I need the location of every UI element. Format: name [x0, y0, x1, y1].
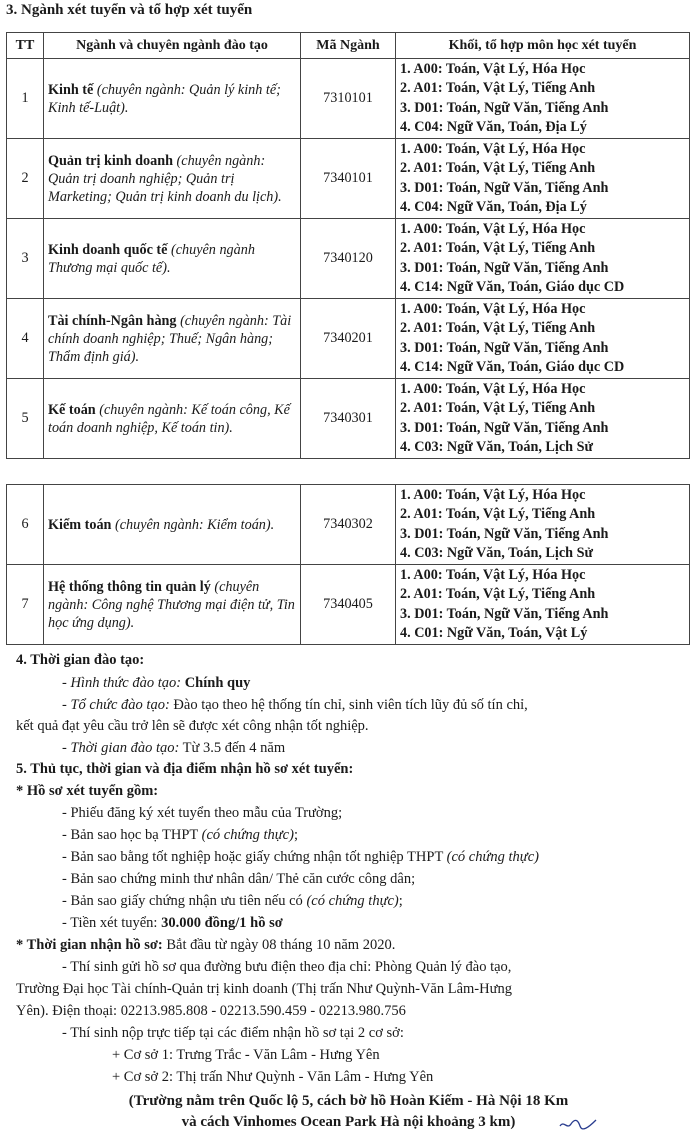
thoi-gian-value: Từ 3.5 đến 4 năm: [179, 740, 286, 756]
item-text: - Bản sao học bạ THPT: [62, 827, 202, 843]
combination-item: 4. C04: Ngữ Văn, Toán, Địa Lý: [400, 119, 587, 135]
combination-item: 3. D01: Toán, Ngữ Văn, Tiếng Anh: [400, 179, 609, 196]
major-specializations: (chuyên ngành Thương mại quốc tế).: [48, 241, 255, 276]
row-number: 2: [7, 139, 44, 219]
to-chuc-value: Đào tạo theo hệ thống tín chỉ, sinh viên tích lũy đủ số tín chỉ,: [169, 697, 528, 713]
combination-item: 2. A01: Toán, Vật Lý, Tiếng Anh: [400, 240, 596, 256]
row-number: 3: [7, 219, 44, 299]
major-name: Hệ thống thông tin quản lý: [48, 578, 211, 595]
major-specializations: (chuyên ngành: Kế toán công, Kế toán doanh nghiệp, Kế toán tin).: [48, 401, 290, 436]
major-cell: [44, 485, 301, 565]
major-cell: [44, 59, 301, 139]
to-chuc-line: [62, 697, 528, 714]
item-text: - Bản sao giấy chứng nhận ưu tiên nếu có: [62, 893, 307, 909]
thoi-gian-nhan-label: * Thời gian nhận hồ sơ:: [16, 937, 163, 953]
post-line: Yên). Điện thoại: 02213.985.808 - 02213.590.459 - 02213.980.756: [16, 1003, 406, 1019]
combinations-cell: [396, 379, 690, 459]
table-row: [7, 219, 690, 299]
major-name: Quản trị kinh doanh: [48, 152, 173, 169]
ho-so-item: [62, 915, 283, 932]
combination-item: 4. C14: Ngữ Văn, Toán, Giáo dục CD: [400, 279, 625, 295]
combinations-cell: [396, 139, 690, 219]
combination-item: 3. D01: Toán, Ngữ Văn, Tiếng Anh: [400, 259, 609, 276]
major-code: 7340120: [301, 219, 396, 299]
item-note: (có chứng thực): [446, 849, 539, 865]
combination-item: 2. A01: Toán, Vật Lý, Tiếng Anh: [400, 506, 596, 522]
combination-item: 4. C14: Ngữ Văn, Toán, Giáo dục CD: [400, 359, 625, 375]
combination-item: 1. A00: Toán, Vật Lý, Hóa Học: [400, 486, 586, 503]
direct-line: - Thí sinh nộp trực tiếp tại các điểm nhận hồ sơ tại 2 cơ sở:: [62, 1025, 404, 1041]
header-tt: TT: [7, 33, 44, 59]
row-number: 6: [7, 485, 44, 565]
combination-item: 3. D01: Toán, Ngữ Văn, Tiếng Anh: [400, 99, 609, 116]
combination-item: 1. A00: Toán, Vật Lý, Hóa Học: [400, 380, 586, 397]
table-row: [7, 299, 690, 379]
post-line: - Thí sinh gửi hồ sơ qua đường bưu điện theo địa chỉ: Phòng Quản lý đào tạo,: [62, 959, 512, 975]
to-chuc-label: - Tổ chức đào tạo:: [62, 697, 170, 713]
major-code: 7310101: [301, 59, 396, 139]
item-punct: ;: [398, 893, 403, 909]
section-3-title: 3. Ngành xét tuyển và tổ hợp xét tuyển: [6, 2, 253, 18]
table-row: [7, 59, 690, 139]
item-punct: ;: [293, 827, 298, 843]
combinations-cell: [396, 485, 690, 565]
post-line: Trường Đại học Tài chính-Quản trị kinh doanh (Thị trấn Như Quỳnh-Văn Lâm-Hưng: [16, 981, 512, 997]
major-specializations: (chuyên ngành: Quản lý kinh tế; Kinh tế-Luật).: [48, 81, 281, 116]
table-row: [7, 485, 690, 565]
header-nganh: Ngành và chuyên ngành đào tạo: [44, 33, 301, 59]
combination-item: 4. C01: Ngữ Văn, Toán, Vật Lý: [400, 625, 588, 641]
header-khoi: Khối, tổ hợp môn học xét tuyển: [396, 33, 690, 59]
major-code: 7340301: [301, 379, 396, 459]
major-name: Tài chính-Ngân hàng: [48, 312, 177, 329]
major-cell: [44, 219, 301, 299]
combination-item: 1. A00: Toán, Vật Lý, Hóa Học: [400, 300, 586, 317]
fee-value: 30.000 đồng/1 hồ sơ: [161, 915, 283, 931]
major-cell: [44, 565, 301, 645]
major-name: Kinh doanh quốc tế: [48, 241, 168, 258]
major-cell: [44, 299, 301, 379]
majors-table: [6, 32, 690, 459]
major-specializations: (chuyên ngành: Quản trị doanh nghiệp; Quản trị Marketing; Quản trị kinh doanh du lịch).: [48, 152, 282, 205]
major-code: 7340201: [301, 299, 396, 379]
table-row: [7, 139, 690, 219]
major-name: Kiểm toán: [48, 516, 112, 533]
major-specializations: (chuyên ngành: Công nghệ Thương mại điện tử, Tin học ứng dụng).: [48, 578, 295, 631]
ho-so-item: - Bản sao chứng minh thư nhân dân/ Thẻ căn cước công dân;: [62, 871, 416, 887]
combination-item: 4. C03: Ngữ Văn, Toán, Lịch Sử: [400, 545, 593, 561]
header-ma-nganh: Mã Ngành: [301, 33, 396, 59]
to-chuc-continued: kết quả đạt yêu cầu trở lên sẽ được xét công nhận tốt nghiệp.: [16, 718, 369, 734]
major-specializations: (chuyên ngành: Tài chính doanh nghiệp; Thuế; Ngân hàng; Thẩm định giá).: [48, 312, 292, 365]
row-number: 5: [7, 379, 44, 459]
combination-item: 3. D01: Toán, Ngữ Văn, Tiếng Anh: [400, 605, 609, 622]
footer-line-2: và cách Vinhomes Ocean Park Hà nội khoảng 3 km): [181, 1114, 516, 1130]
hinh-thuc-label: - Hình thức đào tạo:: [62, 675, 182, 691]
combinations-cell: [396, 219, 690, 299]
combination-item: 3. D01: Toán, Ngữ Văn, Tiếng Anh: [400, 525, 609, 542]
campus-1: + Cơ sở 1: Trưng Trắc - Văn Lâm - Hưng Yên: [112, 1047, 380, 1063]
table-row: [7, 379, 690, 459]
item-note: (có chứng thực): [201, 827, 294, 843]
combination-item: 1. A00: Toán, Vật Lý, Hóa Học: [400, 566, 586, 583]
ho-so-item: [62, 849, 539, 866]
majors-table-continued: [6, 484, 690, 645]
combination-item: 2. A01: Toán, Vật Lý, Tiếng Anh: [400, 320, 596, 336]
major-code: 7340302: [301, 485, 396, 565]
combination-item: 1. A00: Toán, Vật Lý, Hóa Học: [400, 60, 586, 77]
row-number: 1: [7, 59, 44, 139]
combination-item: 4. C03: Ngữ Văn, Toán, Lịch Sử: [400, 439, 593, 455]
combination-item: 1. A00: Toán, Vật Lý, Hóa Học: [400, 220, 586, 237]
table-row: [7, 565, 690, 645]
section-5-title: 5. Thủ tục, thời gian và địa điểm nhận hồ sơ xét tuyển:: [16, 761, 354, 777]
footer-line-1: (Trường nằm trên Quốc lộ 5, cách bờ hồ Hoàn Kiếm - Hà Nội 18 Km: [128, 1093, 569, 1109]
hinh-thuc-value: Chính quy: [181, 675, 251, 691]
ho-so-title: * Hồ sơ xét tuyển gồm:: [16, 783, 159, 799]
ho-so-item: - Phiếu đăng ký xét tuyển theo mẫu của Trường;: [62, 805, 343, 821]
major-cell: [44, 379, 301, 459]
combination-item: 2. A01: Toán, Vật Lý, Tiếng Anh: [400, 400, 596, 416]
major-name: Kế toán: [48, 401, 96, 418]
major-specializations: (chuyên ngành: Kiểm toán).: [111, 516, 275, 533]
thoi-gian-line: [62, 740, 285, 757]
major-name: Kinh tế: [48, 81, 94, 98]
major-code: 7340101: [301, 139, 396, 219]
row-number: 4: [7, 299, 44, 379]
hinh-thuc-line: [62, 675, 250, 692]
combination-item: 3. D01: Toán, Ngữ Văn, Tiếng Anh: [400, 339, 609, 356]
campus-2: + Cơ sở 2: Thị trấn Như Quỳnh - Văn Lâm - Hưng Yên: [112, 1069, 434, 1085]
combination-item: 3. D01: Toán, Ngữ Văn, Tiếng Anh: [400, 419, 609, 436]
combinations-cell: [396, 565, 690, 645]
combination-item: 2. A01: Toán, Vật Lý, Tiếng Anh: [400, 586, 596, 602]
combination-item: 2. A01: Toán, Vật Lý, Tiếng Anh: [400, 160, 596, 176]
combination-item: 2. A01: Toán, Vật Lý, Tiếng Anh: [400, 80, 596, 96]
section-4-title: 4. Thời gian đào tạo:: [16, 652, 145, 668]
thoi-gian-nhan-line: [16, 937, 395, 954]
combinations-cell: [396, 299, 690, 379]
table-header-row: [7, 33, 690, 59]
signature-mark: [558, 1114, 598, 1134]
item-note: (có chứng thực): [306, 893, 399, 909]
major-cell: [44, 139, 301, 219]
item-text: - Bản sao bằng tốt nghiệp hoặc giấy chứng nhận tốt nghiệp THPT: [62, 849, 447, 865]
combination-item: 4. C04: Ngữ Văn, Toán, Địa Lý: [400, 199, 587, 215]
major-code: 7340405: [301, 565, 396, 645]
thoi-gian-nhan-value: Bắt đầu từ ngày 08 tháng 10 năm 2020.: [162, 937, 396, 953]
thoi-gian-label: - Thời gian đào tạo:: [62, 740, 180, 756]
ho-so-item: [62, 827, 298, 844]
combination-item: 1. A00: Toán, Vật Lý, Hóa Học: [400, 140, 586, 157]
combinations-cell: [396, 59, 690, 139]
item-text: - Tiền xét tuyển:: [62, 915, 162, 931]
ho-so-item: [62, 893, 403, 910]
row-number: 7: [7, 565, 44, 645]
